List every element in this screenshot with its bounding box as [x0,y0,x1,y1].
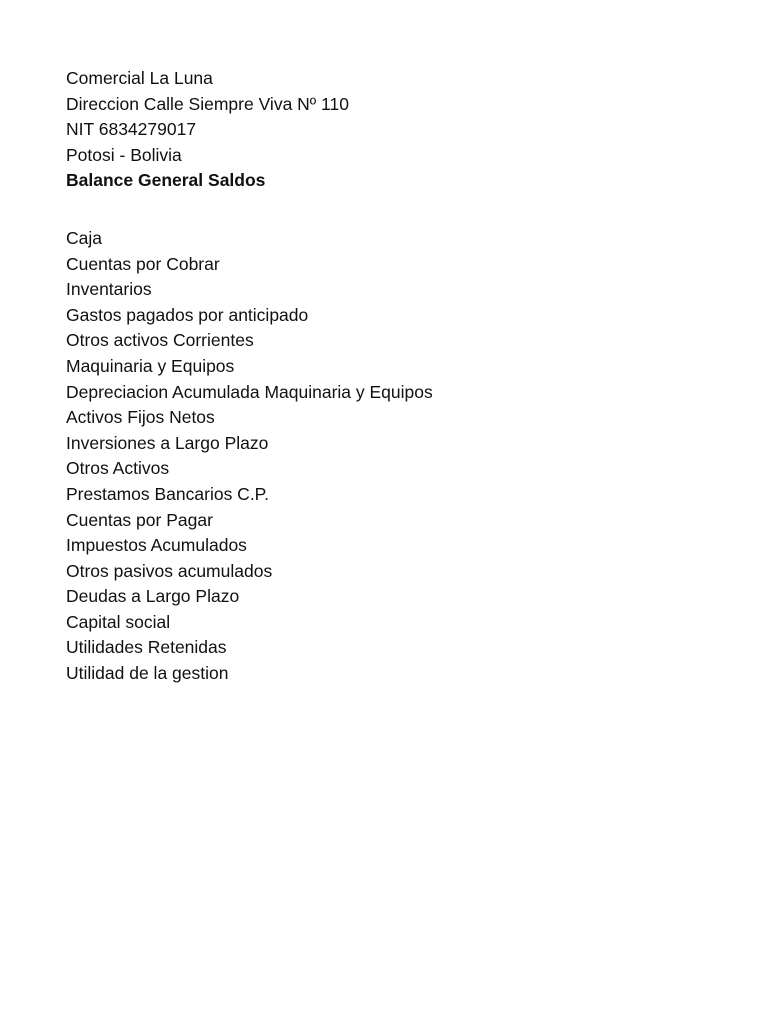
account-item: Deudas a Largo Plazo [66,586,240,607]
document-content [66,66,716,687]
company-location: Potosi - Bolivia [66,144,182,165]
account-item: Otros activos Corrientes [66,330,254,351]
account-item: Cuentas por Pagar [66,509,213,530]
account-list [66,226,716,687]
account-item: Activos Fijos Netos [66,407,215,428]
document-title: Balance General Saldos [66,170,266,191]
account-item: Inversiones a Largo Plazo [66,432,269,453]
section-spacer [66,194,716,226]
account-item: Inventarios [66,279,152,300]
account-item: Caja [66,227,102,248]
company-address: Direccion Calle Siempre Viva Nº 110 [66,93,349,114]
account-item: Otros Activos [66,458,170,479]
company-nit: NIT 6834279017 [66,119,197,140]
account-item: Impuestos Acumulados [66,535,247,556]
account-item: Depreciacion Acumulada Maquinaria y Equipos [66,381,433,402]
account-item: Otros pasivos acumulados [66,560,273,581]
account-item: Maquinaria y Equipos [66,355,235,376]
account-item: Prestamos Bancarios C.P. [66,483,269,504]
account-item: Gastos pagados por anticipado [66,304,309,325]
account-item: Utilidad de la gestion [66,663,229,684]
account-item: Utilidades Retenidas [66,637,227,658]
account-item: Capital social [66,611,171,632]
account-item: Cuentas por Cobrar [66,253,220,274]
company-name: Comercial La Luna [66,68,213,88]
